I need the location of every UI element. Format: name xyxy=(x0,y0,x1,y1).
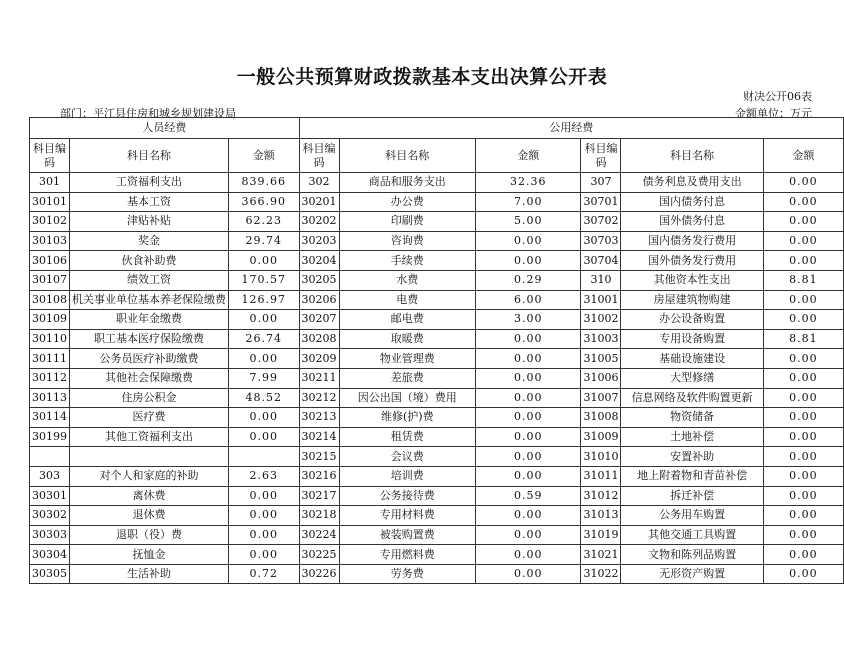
cell-name: 工资福利支出 xyxy=(70,173,229,193)
table-row xyxy=(30,349,844,369)
cell-amount: 0.00 xyxy=(763,212,843,232)
cell-code: 30110 xyxy=(30,329,70,349)
cell-code: 30702 xyxy=(581,212,621,232)
cell-code: 30701 xyxy=(581,192,621,212)
cell-code: 30207 xyxy=(299,310,339,330)
cell-amount: 0.00 xyxy=(476,466,581,486)
cell-code: 31008 xyxy=(581,408,621,428)
cell-name: 退休费 xyxy=(70,506,229,526)
table-row xyxy=(30,466,844,486)
column-header-code: 科目编码 xyxy=(581,139,621,173)
cell-amount: 0.00 xyxy=(476,231,581,251)
cell-code: 30217 xyxy=(299,486,339,506)
cell-amount: 839.66 xyxy=(229,173,300,193)
cell-code: 30113 xyxy=(30,388,70,408)
cell-code: 30101 xyxy=(30,192,70,212)
cell-name: 退职（役）费 xyxy=(70,525,229,545)
cell-code: 301 xyxy=(30,173,70,193)
cell-name: 无形资产购置 xyxy=(621,564,763,584)
cell-amount: 0.00 xyxy=(763,427,843,447)
cell-code: 30204 xyxy=(299,251,339,271)
cell-name: 基础设施建设 xyxy=(621,349,763,369)
cell-code: 30209 xyxy=(299,349,339,369)
cell-amount: 0.00 xyxy=(763,486,843,506)
cell-name: 大型修缮 xyxy=(621,368,763,388)
column-header-code: 科目编码 xyxy=(30,139,70,173)
cell-code: 30205 xyxy=(299,270,339,290)
cell-amount: 0.00 xyxy=(229,525,300,545)
cell-code: 30226 xyxy=(299,564,339,584)
cell-code: 310 xyxy=(581,270,621,290)
cell-code: 31011 xyxy=(581,466,621,486)
expenditure-table xyxy=(29,117,844,584)
cell-code: 303 xyxy=(30,466,70,486)
cell-amount: 0.00 xyxy=(476,388,581,408)
cell-code: 30102 xyxy=(30,212,70,232)
cell-name: 专用燃料费 xyxy=(339,545,476,565)
cell-name: 抚恤金 xyxy=(70,545,229,565)
table-row xyxy=(30,251,844,271)
cell-code: 30107 xyxy=(30,270,70,290)
cell-amount: 0.00 xyxy=(763,408,843,428)
cell-amount: 0.00 xyxy=(763,388,843,408)
cell-amount: 26.74 xyxy=(229,329,300,349)
column-header-amount: 金额 xyxy=(763,139,843,173)
cell-code: 30301 xyxy=(30,486,70,506)
cell-code: 31013 xyxy=(581,506,621,526)
cell-amount: 0.00 xyxy=(229,427,300,447)
cell-amount: 0.00 xyxy=(476,506,581,526)
cell-code: 30218 xyxy=(299,506,339,526)
cell-amount: 0.00 xyxy=(476,427,581,447)
table-row xyxy=(30,388,844,408)
cell-amount: 0.00 xyxy=(763,368,843,388)
cell-code: 30216 xyxy=(299,466,339,486)
cell-name: 债务利息及费用支出 xyxy=(621,173,763,193)
cell-amount: 7.00 xyxy=(476,192,581,212)
cell-code: 31007 xyxy=(581,388,621,408)
column-header-amount: 金额 xyxy=(476,139,581,173)
cell-name: 专用设备购置 xyxy=(621,329,763,349)
cell-amount: 0.00 xyxy=(763,447,843,467)
table-row xyxy=(30,506,844,526)
cell-name: 因公出国（境）费用 xyxy=(339,388,476,408)
table-row xyxy=(30,545,844,565)
cell-code: 31005 xyxy=(581,349,621,369)
cell-name: 国外债务发行费用 xyxy=(621,251,763,271)
cell-code: 30215 xyxy=(299,447,339,467)
cell-code: 30208 xyxy=(299,329,339,349)
cell-amount: 126.97 xyxy=(229,290,300,310)
cell-amount: 0.00 xyxy=(229,251,300,271)
cell-name: 劳务费 xyxy=(339,564,476,584)
cell-name: 国内债务发行费用 xyxy=(621,231,763,251)
table-row xyxy=(30,564,844,584)
cell-amount: 0.00 xyxy=(229,310,300,330)
cell-amount: 0.00 xyxy=(476,408,581,428)
cell-code: 30203 xyxy=(299,231,339,251)
cell-code: 30206 xyxy=(299,290,339,310)
cell-name: 职工基本医疗保险缴费 xyxy=(70,329,229,349)
cell-amount: 32.36 xyxy=(476,173,581,193)
cell-code: 30213 xyxy=(299,408,339,428)
cell-name: 其他资本性支出 xyxy=(621,270,763,290)
cell-amount: 0.00 xyxy=(476,349,581,369)
cell-name: 安置补助 xyxy=(621,447,763,467)
cell-code: 30111 xyxy=(30,349,70,369)
cell-amount xyxy=(229,447,300,467)
table-row xyxy=(30,486,844,506)
cell-amount: 8.81 xyxy=(763,329,843,349)
cell-amount: 48.52 xyxy=(229,388,300,408)
page-title: 一般公共预算财政拨款基本支出决算公开表 xyxy=(236,66,608,88)
cell-amount: 0.00 xyxy=(229,545,300,565)
cell-name: 奖金 xyxy=(70,231,229,251)
cell-code: 30114 xyxy=(30,408,70,428)
cell-name: 物业管理费 xyxy=(339,349,476,369)
cell-amount: 0.00 xyxy=(476,251,581,271)
cell-amount: 0.00 xyxy=(476,564,581,584)
cell-name: 取暖费 xyxy=(339,329,476,349)
cell-amount: 0.00 xyxy=(229,486,300,506)
table-row xyxy=(30,173,844,193)
cell-amount: 0.00 xyxy=(763,192,843,212)
column-header-name: 科目名称 xyxy=(621,139,763,173)
cell-name: 信息网络及软件购置更新 xyxy=(621,388,763,408)
cell-amount: 0.72 xyxy=(229,564,300,584)
cell-code: 30108 xyxy=(30,290,70,310)
cell-name: 专用材料费 xyxy=(339,506,476,526)
cell-code: 31006 xyxy=(581,368,621,388)
cell-name: 会议费 xyxy=(339,447,476,467)
cell-amount: 29.74 xyxy=(229,231,300,251)
cell-amount: 170.57 xyxy=(229,270,300,290)
cell-name: 文物和陈列品购置 xyxy=(621,545,763,565)
cell-name: 租赁费 xyxy=(339,427,476,447)
cell-code: 302 xyxy=(299,173,339,193)
group-header-row xyxy=(30,118,844,139)
cell-amount: 0.00 xyxy=(476,525,581,545)
cell-name: 津贴补贴 xyxy=(70,212,229,232)
cell-name: 电费 xyxy=(339,290,476,310)
cell-amount: 0.00 xyxy=(476,329,581,349)
cell-name: 房屋建筑物购建 xyxy=(621,290,763,310)
cell-code: 30202 xyxy=(299,212,339,232)
column-header-row xyxy=(30,139,844,173)
cell-name: 拆迁补偿 xyxy=(621,486,763,506)
cell-amount: 0.00 xyxy=(763,525,843,545)
cell-amount: 7.99 xyxy=(229,368,300,388)
table-row xyxy=(30,231,844,251)
cell-name: 住房公积金 xyxy=(70,388,229,408)
public-header: 公用经费 xyxy=(299,118,844,139)
cell-code: 30103 xyxy=(30,231,70,251)
cell-amount: 0.00 xyxy=(763,349,843,369)
cell-code: 307 xyxy=(581,173,621,193)
cell-amount: 366.90 xyxy=(229,192,300,212)
column-header-name: 科目名称 xyxy=(339,139,476,173)
cell-code: 30106 xyxy=(30,251,70,271)
cell-amount: 0.59 xyxy=(476,486,581,506)
cell-name: 商品和服务支出 xyxy=(339,173,476,193)
cell-name: 职业年金缴费 xyxy=(70,310,229,330)
cell-amount: 0.00 xyxy=(763,290,843,310)
cell-code: 30225 xyxy=(299,545,339,565)
cell-code: 30304 xyxy=(30,545,70,565)
cell-amount: 2.63 xyxy=(229,466,300,486)
table-row xyxy=(30,290,844,310)
cell-amount: 0.00 xyxy=(763,173,843,193)
table-row xyxy=(30,408,844,428)
department-label: 部门：平江县住房和城乡规划建设局 xyxy=(60,107,236,120)
cell-amount: 0.00 xyxy=(229,506,300,526)
table-row xyxy=(30,427,844,447)
cell-code: 31010 xyxy=(581,447,621,467)
cell-code: 30109 xyxy=(30,310,70,330)
cell-name: 维修(护)费 xyxy=(339,408,476,428)
table-row xyxy=(30,310,844,330)
cell-amount: 0.00 xyxy=(763,564,843,584)
cell-name: 其他工资福利支出 xyxy=(70,427,229,447)
cell-code: 31001 xyxy=(581,290,621,310)
cell-name: 绩效工资 xyxy=(70,270,229,290)
cell-code: 31002 xyxy=(581,310,621,330)
cell-amount: 6.00 xyxy=(476,290,581,310)
cell-amount: 0.00 xyxy=(763,506,843,526)
cell-code: 30302 xyxy=(30,506,70,526)
cell-code: 30201 xyxy=(299,192,339,212)
cell-amount: 0.00 xyxy=(763,310,843,330)
cell-name: 基本工资 xyxy=(70,192,229,212)
cell-name: 对个人和家庭的补助 xyxy=(70,466,229,486)
form-code: 财决公开06表 xyxy=(743,90,812,103)
cell-code: 30703 xyxy=(581,231,621,251)
cell-name: 差旅费 xyxy=(339,368,476,388)
cell-name: 培训费 xyxy=(339,466,476,486)
cell-amount: 0.00 xyxy=(763,545,843,565)
cell-name: 伙食补助费 xyxy=(70,251,229,271)
cell-amount: 0.29 xyxy=(476,270,581,290)
cell-name: 办公设备购置 xyxy=(621,310,763,330)
cell-code: 31022 xyxy=(581,564,621,584)
cell-name: 其他社会保障缴费 xyxy=(70,368,229,388)
cell-name: 离休费 xyxy=(70,486,229,506)
table-row xyxy=(30,525,844,545)
cell-name: 物资储备 xyxy=(621,408,763,428)
table-row xyxy=(30,329,844,349)
cell-code: 30211 xyxy=(299,368,339,388)
cell-name: 邮电费 xyxy=(339,310,476,330)
table-row xyxy=(30,270,844,290)
cell-name: 被装购置费 xyxy=(339,525,476,545)
table-row xyxy=(30,447,844,467)
cell-name: 水费 xyxy=(339,270,476,290)
cell-code: 30212 xyxy=(299,388,339,408)
cell-name: 国内债务付息 xyxy=(621,192,763,212)
cell-amount: 5.00 xyxy=(476,212,581,232)
cell-code: 31019 xyxy=(581,525,621,545)
personnel-header: 人员经费 xyxy=(30,118,300,139)
cell-amount: 3.00 xyxy=(476,310,581,330)
column-header-name: 科目名称 xyxy=(70,139,229,173)
cell-amount: 0.00 xyxy=(476,447,581,467)
cell-name xyxy=(70,447,229,467)
cell-code: 30112 xyxy=(30,368,70,388)
cell-amount: 0.00 xyxy=(763,466,843,486)
cell-name: 生活补助 xyxy=(70,564,229,584)
cell-code: 31021 xyxy=(581,545,621,565)
cell-name: 办公费 xyxy=(339,192,476,212)
cell-code xyxy=(30,447,70,467)
cell-name: 机关事业单位基本养老保险缴费 xyxy=(70,290,229,310)
cell-amount: 0.00 xyxy=(763,231,843,251)
cell-name: 医疗费 xyxy=(70,408,229,428)
cell-amount: 0.00 xyxy=(229,349,300,369)
cell-code: 30303 xyxy=(30,525,70,545)
cell-name: 公务用车购置 xyxy=(621,506,763,526)
cell-name: 公务接待费 xyxy=(339,486,476,506)
cell-name: 地上附着物和青苗补偿 xyxy=(621,466,763,486)
cell-code: 30214 xyxy=(299,427,339,447)
cell-name: 国外债务付息 xyxy=(621,212,763,232)
cell-name: 印刷费 xyxy=(339,212,476,232)
cell-name: 土地补偿 xyxy=(621,427,763,447)
column-header-code: 科目编码 xyxy=(299,139,339,173)
cell-amount: 0.00 xyxy=(763,251,843,271)
cell-name: 其他交通工具购置 xyxy=(621,525,763,545)
cell-name: 手续费 xyxy=(339,251,476,271)
cell-code: 30704 xyxy=(581,251,621,271)
cell-amount: 62.23 xyxy=(229,212,300,232)
table-row xyxy=(30,192,844,212)
cell-amount: 0.00 xyxy=(229,408,300,428)
cell-name: 咨询费 xyxy=(339,231,476,251)
cell-code: 30224 xyxy=(299,525,339,545)
cell-code: 31012 xyxy=(581,486,621,506)
cell-code: 31009 xyxy=(581,427,621,447)
cell-code: 31003 xyxy=(581,329,621,349)
amount-unit-label: 金额单位：万元 xyxy=(735,107,812,120)
table-row xyxy=(30,212,844,232)
cell-name: 公务员医疗补助缴费 xyxy=(70,349,229,369)
cell-amount: 0.00 xyxy=(476,545,581,565)
cell-code: 30305 xyxy=(30,564,70,584)
cell-amount: 0.00 xyxy=(476,368,581,388)
table-row xyxy=(30,368,844,388)
column-header-amount: 金额 xyxy=(229,139,300,173)
cell-code: 30199 xyxy=(30,427,70,447)
cell-amount: 8.81 xyxy=(763,270,843,290)
